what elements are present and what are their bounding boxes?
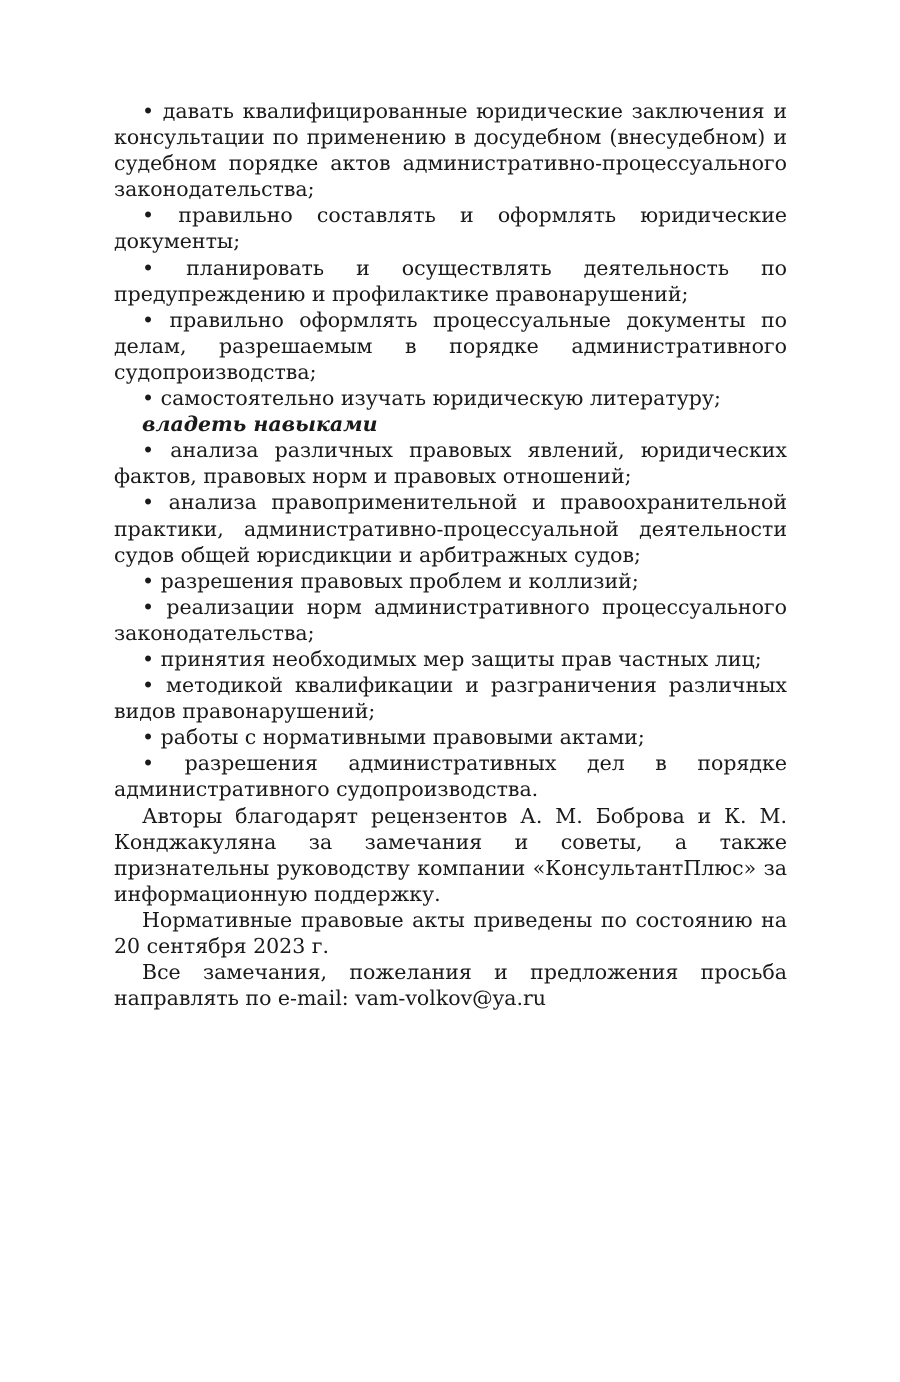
bullet-study-literature: • самостоятельно изучать юридическую литературу; bbox=[142, 386, 721, 411]
contact-email-paragraph: Все замечания, пожелания и предложения просьба направлять по e-mail: vam-volkov@ya.ru bbox=[114, 960, 787, 1011]
bullet-legal-opinions: • давать квалифицированные юридические заключения и консультации по применению в досудебном (внесудебном) и судебном порядке актов административно-процессуального законодательства; bbox=[114, 99, 787, 202]
bullet-prevention: • планировать и осуществлять деятельность по предупреждению и профилактике правонарушений; bbox=[114, 255, 787, 306]
bullet-implement-norms: • реализации норм административного процессуального законодательства; bbox=[114, 594, 787, 645]
bullet-protection-measures: • принятия необходимых мер защиты прав частных лиц; bbox=[142, 646, 762, 671]
legal-acts-date-paragraph: Нормативные правовые акты приведены по состоянию на 20 сентября 2023 г. bbox=[114, 907, 787, 958]
bullet-compose-documents: • правильно составлять и оформлять юридические документы; bbox=[114, 203, 787, 254]
bullet-analysis-practice: • анализа правоприменительной и правоохранительной практики, административно-процессуальной деятельности судов общей юрисдикции и арбитражных судов; bbox=[114, 490, 787, 567]
bullet-qualification-method: • методикой квалификации и разграничения различных видов правонарушений; bbox=[114, 673, 787, 724]
bullet-procedural-documents: • правильно оформлять процессуальные документы по делам, разрешаемым в порядке административного судопроизводства; bbox=[114, 307, 787, 384]
bullet-resolve-problems: • разрешения правовых проблем и коллизий; bbox=[142, 568, 639, 593]
acknowledgements-paragraph: Авторы благодарят рецензентов А. М. Боброва и К. М. Конджакуляна за замечания и советы, а также признательны руководству компании «КонсультантПлюс» за информационную поддержку. bbox=[114, 803, 787, 906]
bullet-resolve-cases: • разрешения административных дел в порядке административного судопроизводства. bbox=[114, 751, 787, 802]
document-page bbox=[114, 98, 787, 1011]
bullet-work-with-acts: • работы с нормативными правовыми актами; bbox=[142, 725, 645, 750]
bullet-analysis-phenomena: • анализа различных правовых явлений, юридических фактов, правовых норм и правовых отношений; bbox=[114, 438, 787, 489]
section-heading-skills: владеть навыками bbox=[142, 412, 378, 437]
